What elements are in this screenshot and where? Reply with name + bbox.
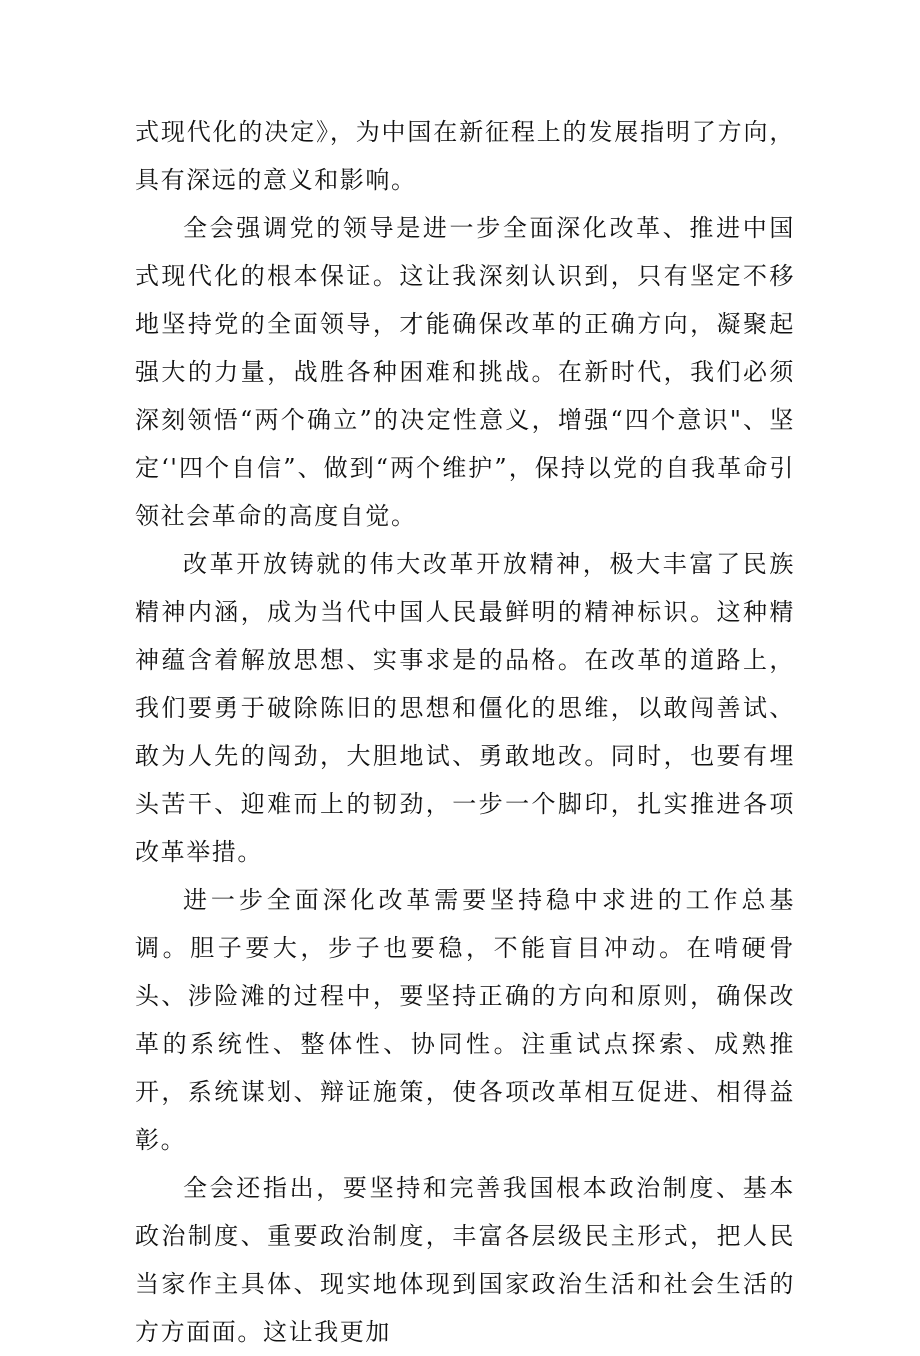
document-body [135,108,795,1356]
paragraph-1: 式现代化的决定》，为中国在新征程上的发展指明了方向，具有深远的意义和影响。 [135,118,795,194]
paragraph-2: 全会强调党的领导是进一步全面深化改革、推进中国式现代化的根本保证。这让我深刻认识到，只有坚定不移地坚持党的全面领导，才能确保改革的正确方向，凝聚起强大的力量，战胜各种困难和挑战。在新时代，我们必须深刻领悟“两个确立”的决定性意义，增强“四个意识"、坚定‘'四个自信”、做到“两个维护”，保持以党的自我革命引领社会革命的高度自觉。 [135,214,795,530]
paragraph-3: 改革开放铸就的伟大改革开放精神，极大丰富了民族精神内涵，成为当代中国人民最鲜明的精神标识。这种精神蕴含着解放思想、实事求是的品格。在改革的道路上，我们要勇于破除陈旧的思想和僵化的思维，以敢闯善试、敢为人先的闯劲，大胆地试、勇敢地改。同时，也要有埋头苦干、迎难而上的韧劲，一步一个脚印，扎实推进各项改革举措。 [135,550,795,866]
paragraph-4: 进一步全面深化改革需要坚持稳中求进的工作总基调。胆子要大，步子也要稳，不能盲目冲动。在啃硬骨头、涉险滩的过程中，要坚持正确的方向和原则，确保改革的系统性、整体性、协同性。注重试点探索、成熟推开，系统谋划、辩证施策，使各项改革相互促进、相得益彰。 [135,886,795,1154]
paragraph-5: 全会还指出，要坚持和完善我国根本政治制度、基本政治制度、重要政治制度，丰富各层级民主形式，把人民当家作主具体、现实地体现到国家政治生活和社会生活的方方面面。这让我更加 [135,1174,795,1346]
